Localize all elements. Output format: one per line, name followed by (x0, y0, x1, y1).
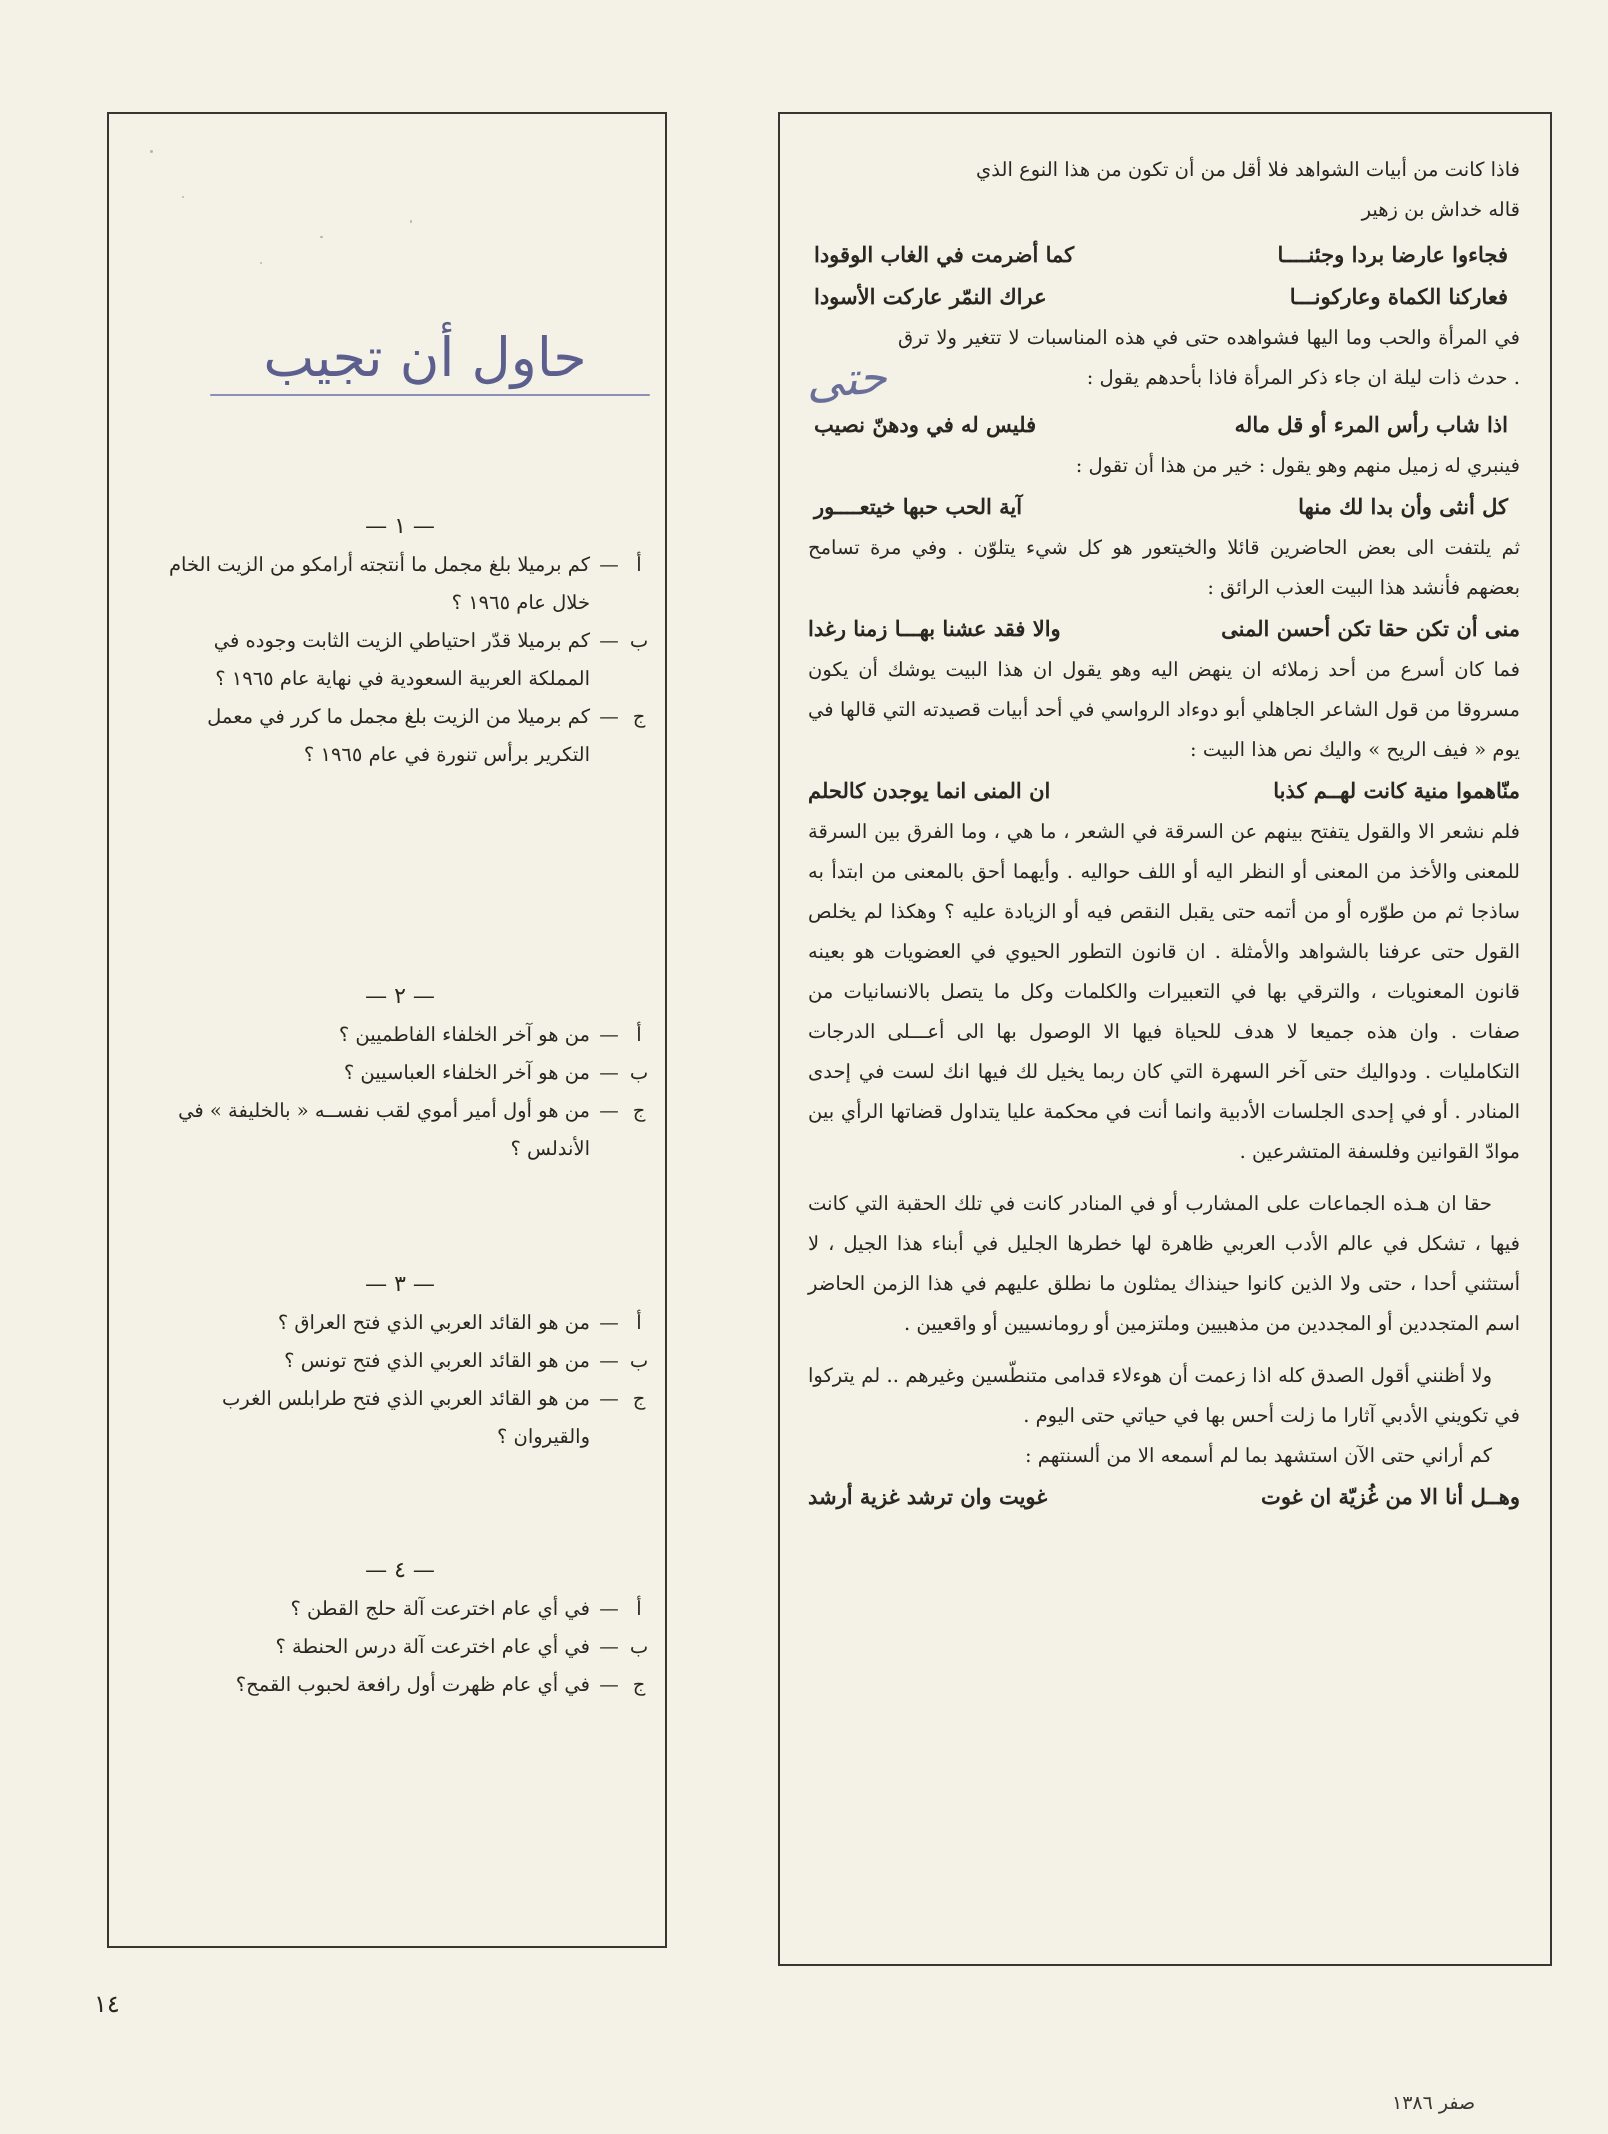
question-text: كم برميلا قدّر احتياطي الزيت الثابت وجوده في المملكة العربية السعودية في نهاية عام ١٩٦٥ ؟ (213, 629, 590, 690)
hemistich-second: عراك النمّر عاركت الأسودا (814, 284, 1047, 309)
scan-speck (182, 196, 184, 198)
section-number: — ١ — (365, 514, 435, 539)
question-dash: — (599, 705, 619, 728)
question-dash: — (599, 1597, 619, 1620)
question-text: كم برميلا بلغ مجمل ما أنتجته أرامكو من الزيت الخام خلال عام ١٩٦٥ ؟ (168, 553, 590, 614)
poem-verse (808, 1476, 1520, 1518)
article-paragraph: كم أراني حتى الآن استشهد بما لم أسمعه الا من ألسنتهم : (1024, 1444, 1492, 1467)
quiz-question (150, 622, 650, 698)
quiz-question (150, 1590, 650, 1628)
article-column (808, 150, 1520, 1518)
poem-verse (808, 608, 1520, 650)
poem-verse (808, 276, 1520, 318)
quiz-section-1 (150, 512, 650, 774)
quiz-section-3 (150, 1270, 650, 1456)
hemistich-second: كما أضرمت في الغاب الوقودا (814, 242, 1075, 267)
question-text: من هو القائد العربي الذي فتح العراق ؟ (277, 1311, 590, 1334)
hemistich-first: كل أنثى وأن بدا لك منها (1298, 494, 1508, 519)
scan-speck (320, 236, 323, 238)
question-dash: — (599, 1635, 619, 1658)
question-letter: ج (632, 1387, 646, 1410)
article-line: فاذا كانت من أبيات الشواهد فلا أقل من أن تكون من هذا النوع الذي (976, 158, 1520, 181)
question-letter: ج (632, 705, 646, 728)
question-dash: — (599, 1311, 619, 1334)
hemistich-first: فجاءوا عارضا بردا وجئنــــا (1277, 242, 1508, 267)
article-paragraph: فلم نشعر الا والقول يتفتح بينهم عن السرقة في الشعر ، ما هي ، وما الفرق بين السرقة للمعنى والأخذ من المعنى أو النظر اليه أو اللف حواليه . وأيهما أحق بالمعنى من ابتدأ به ساذجا ثم من طوّره أو من أتمه حتى يقبل النقص فيه أو الزيادة عليه ؟ وهكذا لم يخلص القول حتى عرفنا بالشواهد والأمثلة . ان قانون التطور الحيوي في العضويات هو بعينه قانون المعنويات ، والترقي بها في التعبيرات والكلمات وكل ما يتصل بالانسانيات من صفات . وان هذه جميعا لا هدف للحياة فيها الا الوصول بها الى أعـــلى الدرجات التكامليات . ودواليك حتى آخر السهرة التي كان ربما يخيل لك فيها انك لست في إحدى المنادر . أو في إحدى الجلسات الأدبية وانما أنت في محكمة عليا يتداول قضاتها الرأي بين موادّ القوانين وفلسفة المتشرعين . (808, 820, 1520, 1163)
question-dash: — (599, 1349, 619, 1372)
poem-verse (808, 770, 1520, 812)
scan-speck (260, 262, 262, 264)
question-dash: — (599, 1023, 619, 1046)
question-letter: أ (636, 1023, 642, 1046)
question-dash: — (599, 629, 619, 652)
hemistich-second: والا فقد عشنا بهـــا زمنا رغدا (808, 616, 1061, 641)
question-dash: — (599, 1061, 619, 1084)
article-paragraph: فينبري له زميل منهم وهو يقول : خير من هذا أن تقول : (1075, 454, 1520, 477)
issue-date: صفر ١٣٨٦ (1392, 2092, 1476, 2114)
question-letter: ج (632, 1099, 646, 1122)
section-number: — ٣ — (365, 1272, 435, 1297)
hemistich-first: وهــل أنا الا من غُزيّة ان غوت (1261, 1484, 1520, 1509)
hemistich-first: فعاركنا الكماة وعاركونـــا (1289, 284, 1508, 309)
question-text: من هو أول أمير أموي لقب نفســه « بالخليفة » في الأندلس ؟ (178, 1099, 590, 1160)
question-text: في أي عام اخترعت آلة درس الحنطة ؟ (275, 1635, 590, 1658)
article-paragraph: ثم يلتفت الى بعض الحاضرين قائلا والخيتعور هو كل شيء يتلوّن . وفي مرة تسامح بعضهم فأنشد هذا البيت العذب الرائق : (808, 536, 1520, 599)
scan-speck (150, 150, 153, 153)
quiz-question (150, 698, 650, 774)
quiz-question (150, 1092, 650, 1168)
poem-verse (808, 486, 1520, 528)
question-letter: أ (636, 1597, 642, 1620)
page-number: ١٤ (94, 1990, 120, 2018)
quiz-question (150, 1666, 650, 1704)
quiz-question (150, 1342, 650, 1380)
question-dash: — (599, 1099, 619, 1122)
quiz-question (150, 546, 650, 622)
question-dash: — (599, 1387, 619, 1410)
question-letter: ج (632, 1673, 646, 1696)
title-underline (210, 394, 650, 396)
handwritten-annotation: حتى (804, 349, 889, 409)
quiz-question (150, 1304, 650, 1342)
question-dash: — (599, 1673, 619, 1696)
hemistich-second: ان المنى انما يوجدن كالحلم (808, 778, 1051, 803)
hemistich-second: آية الحب حبها خيتعــــور (814, 494, 1023, 519)
hemistich-second: فليس له في ودهنّ نصيب (814, 412, 1037, 437)
question-letter: أ (636, 1311, 642, 1334)
section-number: — ٢ — (365, 984, 435, 1009)
quiz-section-4 (150, 1556, 650, 1704)
quiz-question (150, 1054, 650, 1092)
question-text: في أي عام ظهرت أول رافعة لحبوب القمح؟ (235, 1673, 590, 1696)
article-paragraph: حقا ان هـذه الجماعات على المشارب أو في المنادر كانت في تلك الحقبة التي كانت فيها ، تشكل في عالم الأدب العربي ظاهرة لها خطرها الجليل في أبناء هذا الجيل ، لا أستثني أحدا ، حتى ولا الذين كانوا حينذاك يمثلون ما نطلق عليهم في هذا الزمن الحاضر اسم المتجددين أو المجددين من مذهبيين وملتزمين أو رومانسيين أو واقعيين . (808, 1192, 1520, 1335)
scan-speck (410, 220, 412, 223)
hemistich-first: منى أن تكن حقا تكن أحسن المنى (1221, 616, 1520, 641)
quiz-question (150, 1380, 650, 1456)
question-letter: ب (629, 1349, 649, 1372)
quiz-question (150, 1016, 650, 1054)
question-text: في أي عام اخترعت آلة حلج القطن ؟ (290, 1597, 590, 1620)
article-paragraph: في المرأة والحب وما اليها فشواهده حتى في هذه المناسبات لا تتغير ولا ترق . حدث ذات ليلة ان جاء ذكر المرأة فاذا بأحدهم يقول : (898, 326, 1520, 389)
question-letter: ب (629, 1635, 649, 1658)
quiz-section-2 (150, 982, 650, 1168)
hemistich-first: منّاهموا منية كانت لهــم كذبا (1273, 778, 1520, 803)
poem-verse (808, 234, 1520, 276)
poem-verse (808, 404, 1520, 446)
question-letter: ب (629, 629, 649, 652)
quiz-title: حاول أن تجيب (263, 326, 587, 389)
article-paragraph: ولا أظنني أقول الصدق كله اذا زعمت أن هوءلاء قدامى متنطّسين وغيرهم .. لم يتركوا في تكويني الأدبي آثارا ما زلت أحس بها في حياتي حتى اليوم . (808, 1364, 1520, 1427)
article-paragraph: فما كان أسرع من أحد زملائه ان ينهض اليه وهو يقول ان هذا البيت يوشك أن يكون مسروقا من قول الشاعر الجاهلي أبو دوءاد الرواسي في أحد أبيات قصيدته التي قالها في يوم « فيف الريح » واليك نص هذا البيت : (808, 658, 1520, 761)
question-text: من هو القائد العربي الذي فتح تونس ؟ (284, 1349, 590, 1372)
quiz-question (150, 1628, 650, 1666)
question-text: من هو آخر الخلفاء العباسيين ؟ (343, 1061, 590, 1084)
question-text: من هو القائد العربي الذي فتح طرابلس الغرب والقيروان ؟ (221, 1387, 590, 1448)
article-line: قاله خداش بن زهير (1361, 198, 1520, 221)
hemistich-second: غويت وان ترشد غزية أرشد (808, 1484, 1048, 1509)
question-text: كم برميلا من الزيت بلغ مجمل ما كرر في معمل التكرير برأس تنورة في عام ١٩٦٥ ؟ (207, 705, 590, 766)
section-number: — ٤ — (365, 1558, 435, 1583)
question-letter: ب (629, 1061, 649, 1084)
hemistich-first: اذا شاب رأس المرء أو قل ماله (1234, 412, 1508, 437)
question-text: من هو آخر الخلفاء الفاطميين ؟ (338, 1023, 590, 1046)
question-dash: — (599, 553, 619, 576)
question-letter: أ (636, 553, 642, 576)
